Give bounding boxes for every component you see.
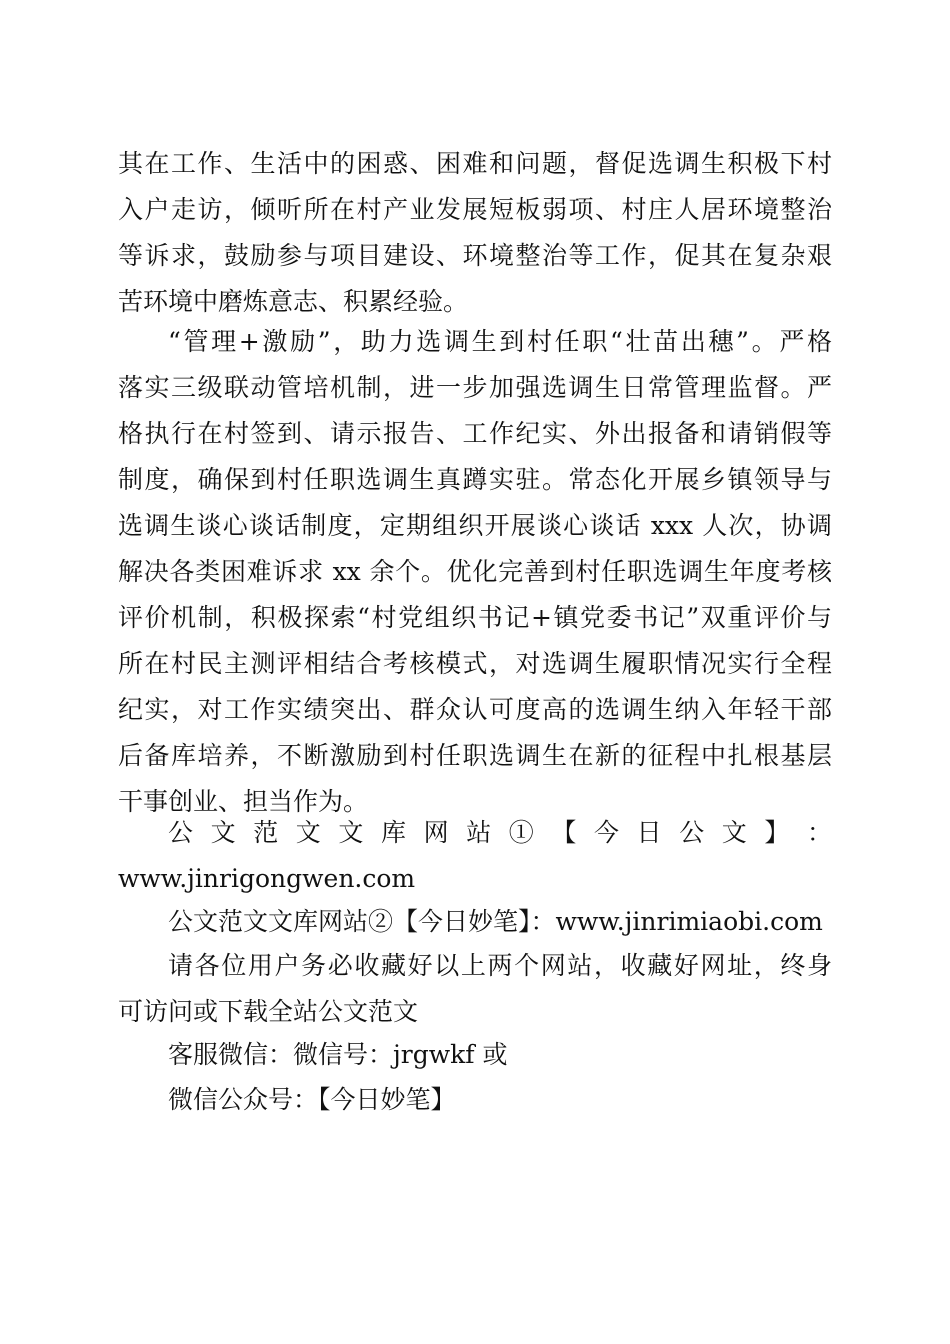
notice-paragraph: [118, 943, 832, 1035]
body-paragraph-1: [118, 141, 832, 325]
text-line: 入户走访，倾听所在村产业发展短板弱项、村庄人居环境整治: [118, 195, 832, 224]
site-2-paragraph: [118, 899, 832, 945]
text-line: 可访问或下载全站公文范文: [118, 997, 419, 1026]
site-1-paragraph: [118, 810, 832, 902]
wechat-public-paragraph: [118, 1077, 832, 1123]
text-line: 苦环境中磨炼意志、积累经验。: [118, 287, 469, 316]
text-line: 选调生谈心谈话制度，定期组织开展谈心谈话 xxx 人次，协调: [118, 511, 832, 540]
text-line: 其在工作、生活中的困惑、困难和问题，督促选调生积极下村: [118, 149, 832, 178]
text-line: 纪实，对工作实绩突出、群众认可度高的选调生纳入年轻干部: [118, 695, 832, 724]
site-1-url: www.jinrigongwen.com: [118, 864, 416, 893]
text-line: 评价机制，积极探索“村党组织书记+镇党委书记”双重评价与: [118, 603, 832, 632]
text-line: 所在村民主测评相结合考核模式，对选调生履职情况实行全程: [118, 649, 832, 678]
text-line: 后备库培养，不断激励到村任职选调生在新的征程中扎根基层: [118, 741, 832, 770]
wechat-public-line: 微信公众号：【今日妙笔】: [168, 1085, 456, 1114]
text-line: 格执行在村签到、请示报告、工作纪实、外出报备和请销假等: [118, 419, 832, 448]
text-line: “管理+激励”，助力选调生到村任职“壮苗出穗”。严格: [168, 327, 832, 356]
text-line: 落实三级联动管培机制，进一步加强选调生日常管理监督。严: [118, 373, 832, 402]
text-line: 请各位用户务必收藏好以上两个网站，收藏好网址，终身: [168, 951, 832, 980]
text-line: 等诉求，鼓励参与项目建设、环境整治等工作，促其在复杂艰: [118, 241, 832, 270]
site-2-line: 公文范文文库网站②【今日妙笔】：www.jinrimiaobi.com: [168, 907, 823, 936]
wechat-service-paragraph: [118, 1032, 832, 1078]
site-1-label: 公 文 范 文 文 库 网 站 ① 【 今 日 公 文 】 ：: [168, 818, 832, 847]
body-paragraph-2: [118, 319, 832, 825]
wechat-service-line: 客服微信：微信号：jrgwkf 或: [168, 1040, 508, 1069]
text-line: 制度，确保到村任职选调生真蹲实驻。常态化开展乡镇领导与: [118, 465, 832, 494]
text-line: 解决各类困难诉求 xx 余个。优化完善到村任职选调生年度考核: [118, 557, 832, 586]
text-line: 干事创业、担当作为。: [118, 787, 369, 816]
